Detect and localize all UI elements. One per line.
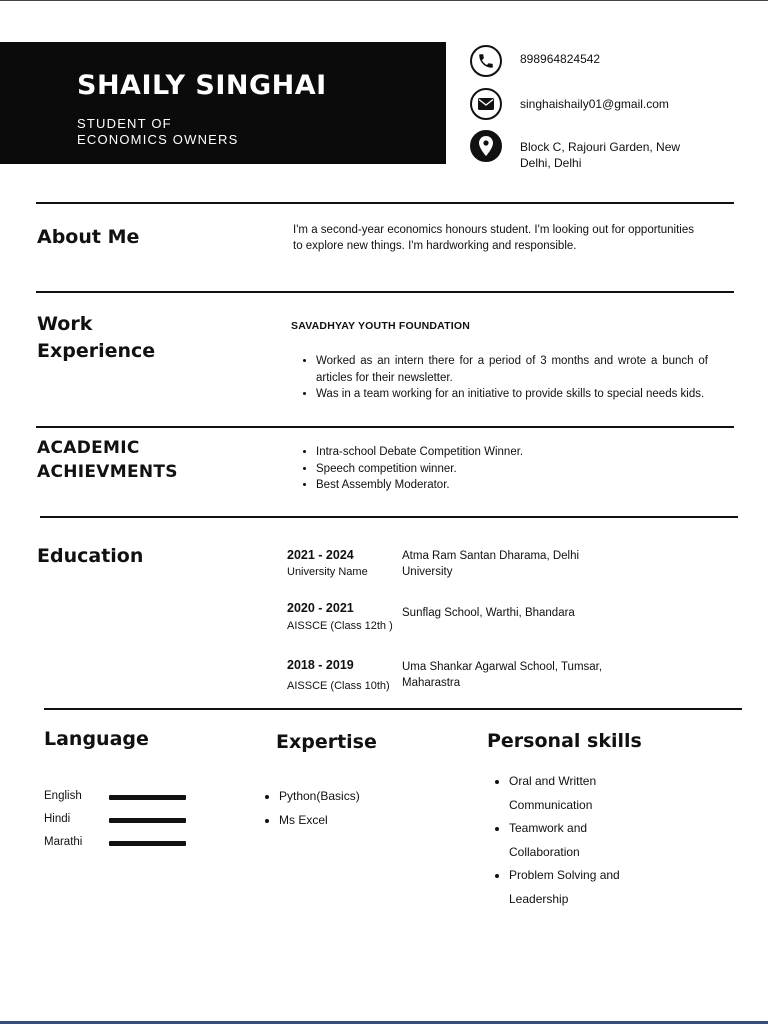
divider-education xyxy=(40,516,738,518)
personal-skill-item: • Teamwork and Collaboration xyxy=(509,817,639,864)
expertise-list xyxy=(264,785,360,832)
language-level-fill xyxy=(109,795,186,800)
academic-bullet: • Intra-school Debate Competition Winner. xyxy=(316,444,708,461)
address-line-2: Delhi, Delhi xyxy=(520,156,582,170)
work-title-line-2: Experience xyxy=(37,340,156,362)
language-name: Marathi xyxy=(44,836,83,848)
work-bullets xyxy=(302,353,708,403)
role-line-2: ECONOMICS OWNERS xyxy=(77,132,239,147)
language-level-fill xyxy=(109,841,186,846)
academic-bullet: • Speech competition winner. xyxy=(316,461,708,478)
divider-about xyxy=(36,202,734,204)
education-institution: Atma Ram Santan Dharama, Delhi University xyxy=(402,550,580,578)
language-row xyxy=(44,790,204,804)
candidate-role xyxy=(77,116,238,148)
work-title xyxy=(37,311,155,365)
role-line-1: STUDENT OF xyxy=(77,116,172,131)
language-row xyxy=(44,836,204,850)
education-title: Education xyxy=(37,545,144,567)
academic-bullets xyxy=(302,444,708,494)
personal-skills-list xyxy=(487,770,639,911)
academic-title-line-2: ACHIEVMENTS xyxy=(37,462,178,482)
language-title: Language xyxy=(44,728,149,750)
contact-phone xyxy=(470,45,600,77)
academic-bullet: • Best Assembly Moderator. xyxy=(316,477,708,494)
academic-title xyxy=(37,436,178,484)
divider-academic xyxy=(36,426,734,428)
phone-number: 898964824542 xyxy=(520,52,601,66)
candidate-name: SHAILY SINGHAI xyxy=(77,70,327,101)
phone-icon xyxy=(470,45,502,77)
address-line-1: Block C, Rajouri Garden, New xyxy=(520,140,681,154)
personal-skills-title: Personal skills xyxy=(487,730,642,752)
divider-skills xyxy=(44,708,742,710)
personal-skill-item: • Problem Solving and Leadership xyxy=(509,864,639,911)
about-title: About Me xyxy=(37,226,140,248)
education-years: 2021 - 2024 xyxy=(287,548,354,562)
email-address: singhaishaily01@gmail.com xyxy=(520,97,669,111)
work-bullet: • Worked as an intern there for a period of 3 months and wrote a bunch of articles for their newsletter. xyxy=(316,353,708,386)
language-name: Hindi xyxy=(44,813,71,825)
language-level-bar xyxy=(109,841,186,846)
education-institution: Uma Shankar Agarwal School, Tumsar, Maharastra xyxy=(402,661,603,689)
work-bullet: • Was in a team working for an initiative to provide skills to special needs kids. xyxy=(316,386,708,403)
education-institution: Sunflag School, Warthi, Bhandara xyxy=(402,607,575,619)
language-level-fill xyxy=(109,818,186,823)
expertise-title: Expertise xyxy=(276,731,377,753)
education-years: 2018 - 2019 xyxy=(287,658,354,672)
name-banner xyxy=(0,42,446,164)
address xyxy=(520,130,680,171)
divider-work xyxy=(36,291,734,293)
expertise-item: • Python(Basics) xyxy=(279,785,360,809)
about-text: I'm a second-year economics honours student. I'm looking out for opportunities to explore new things. I'm hardworking and responsible. xyxy=(293,224,694,252)
contact-address xyxy=(470,130,680,171)
education-sub: AISSCE (Class 10th) xyxy=(287,680,390,692)
academic-title-line-1: ACADEMIC xyxy=(37,438,140,458)
language-level-bar xyxy=(109,818,186,823)
education-sub: AISSCE (Class 12th ) xyxy=(287,620,393,632)
education-years: 2020 - 2021 xyxy=(287,601,354,615)
email-icon xyxy=(470,88,502,120)
contact-email xyxy=(470,88,669,120)
top-border xyxy=(0,0,768,1)
work-organization: SAVADHYAY YOUTH FOUNDATION xyxy=(291,320,471,332)
language-level-bar xyxy=(109,795,186,800)
work-title-line-1: Work xyxy=(37,313,93,335)
language-row xyxy=(44,813,204,827)
personal-skill-item: • Oral and Written Communication xyxy=(509,770,639,817)
education-sub: University Name xyxy=(287,566,368,578)
location-pin-icon xyxy=(470,130,502,162)
language-name: English xyxy=(44,790,82,802)
expertise-item: • Ms Excel xyxy=(279,809,360,833)
